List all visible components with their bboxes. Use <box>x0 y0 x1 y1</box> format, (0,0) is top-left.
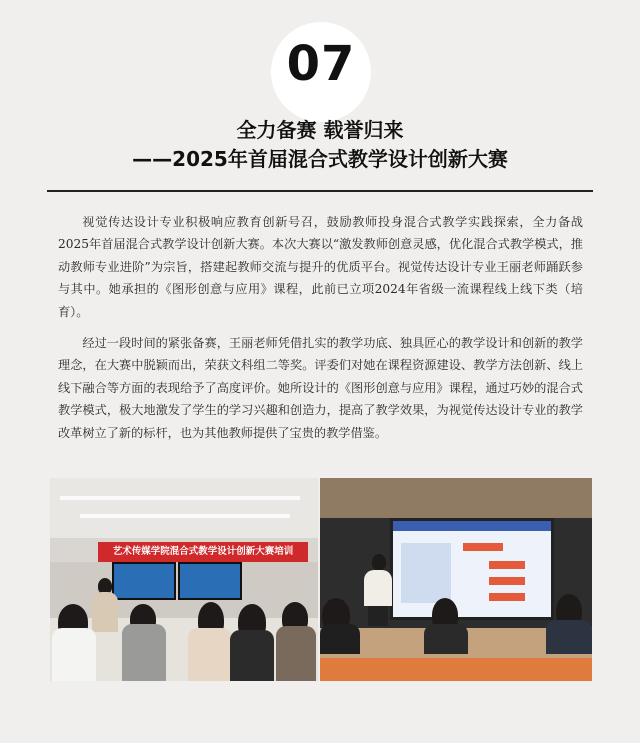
wood-wall <box>320 478 592 518</box>
audience-body <box>276 626 316 681</box>
presentation-photo <box>320 478 592 681</box>
board-diagram-box <box>463 543 503 551</box>
judge-body <box>424 624 468 654</box>
board-diagram-box <box>489 561 525 569</box>
audience-body <box>230 630 274 681</box>
ceiling-light <box>80 514 290 518</box>
board-diagram-box <box>489 577 525 585</box>
article-subtitle: ——2025年首届混合式教学设计创新大赛 <box>132 147 508 171</box>
article-title: 全力备赛 载誉归来 <box>236 118 404 142</box>
ceiling-light <box>60 496 300 500</box>
display-screen <box>178 562 242 600</box>
judge-body <box>320 624 360 654</box>
training-session-photo <box>50 478 318 681</box>
teacher-body <box>364 570 392 606</box>
smart-board <box>390 518 554 620</box>
board-header-bar <box>393 521 551 531</box>
body-paragraph-1: 视觉传达设计专业积极响应教育创新号召，鼓励教师投身混合式教学实践探索，全力备战2025年首届混合式教学设计创新大赛。本次大赛以“激发教师创意灵感，优化混合式教学模式，推动教师专业进阶”为宗旨，搭建起教师交流与提升的优质平台。视觉传达设计专业王丽老师踊跃参与其中。她承担的《图形创意与应用》课程，此前已立项2024年省级一流课程线上线下类（培育）。 <box>58 215 583 319</box>
event-banner: 艺术传媒学院混合式教学设计创新大赛培训 <box>98 542 308 562</box>
display-screen <box>112 562 176 600</box>
audience-body <box>52 628 96 681</box>
ceiling <box>50 478 318 538</box>
board-diagram-box <box>489 593 525 601</box>
board-text-block <box>401 543 451 603</box>
audience-body <box>122 624 166 681</box>
teacher-legs <box>368 606 388 626</box>
table-front <box>320 658 592 681</box>
teacher-head <box>372 554 386 570</box>
section-number: 07 <box>286 36 356 92</box>
body-paragraph-2: 经过一段时间的紧张备赛，王丽老师凭借扎实的教学功底、独具匠心的教学设计和创新的教学理念，在大赛中脱颖而出，荣获文科组二等奖。评委们对她在课程资源建设、教学方法创新、线上线下融合等方面的表现给予了高度评价。她所设计的《图形创意与应用》课程，通过巧妙的混合式教学模式，极大地激发了学生的学习兴趣和创造力，提高了教学效果，为视觉传达设计专业的教学改革树立了新的标杆，也为其他教师提供了宝贵的教学借鉴。 <box>58 336 583 440</box>
presenter-body <box>92 592 118 632</box>
judge-body <box>546 620 592 654</box>
title-divider <box>47 190 593 192</box>
audience-body <box>188 628 232 681</box>
